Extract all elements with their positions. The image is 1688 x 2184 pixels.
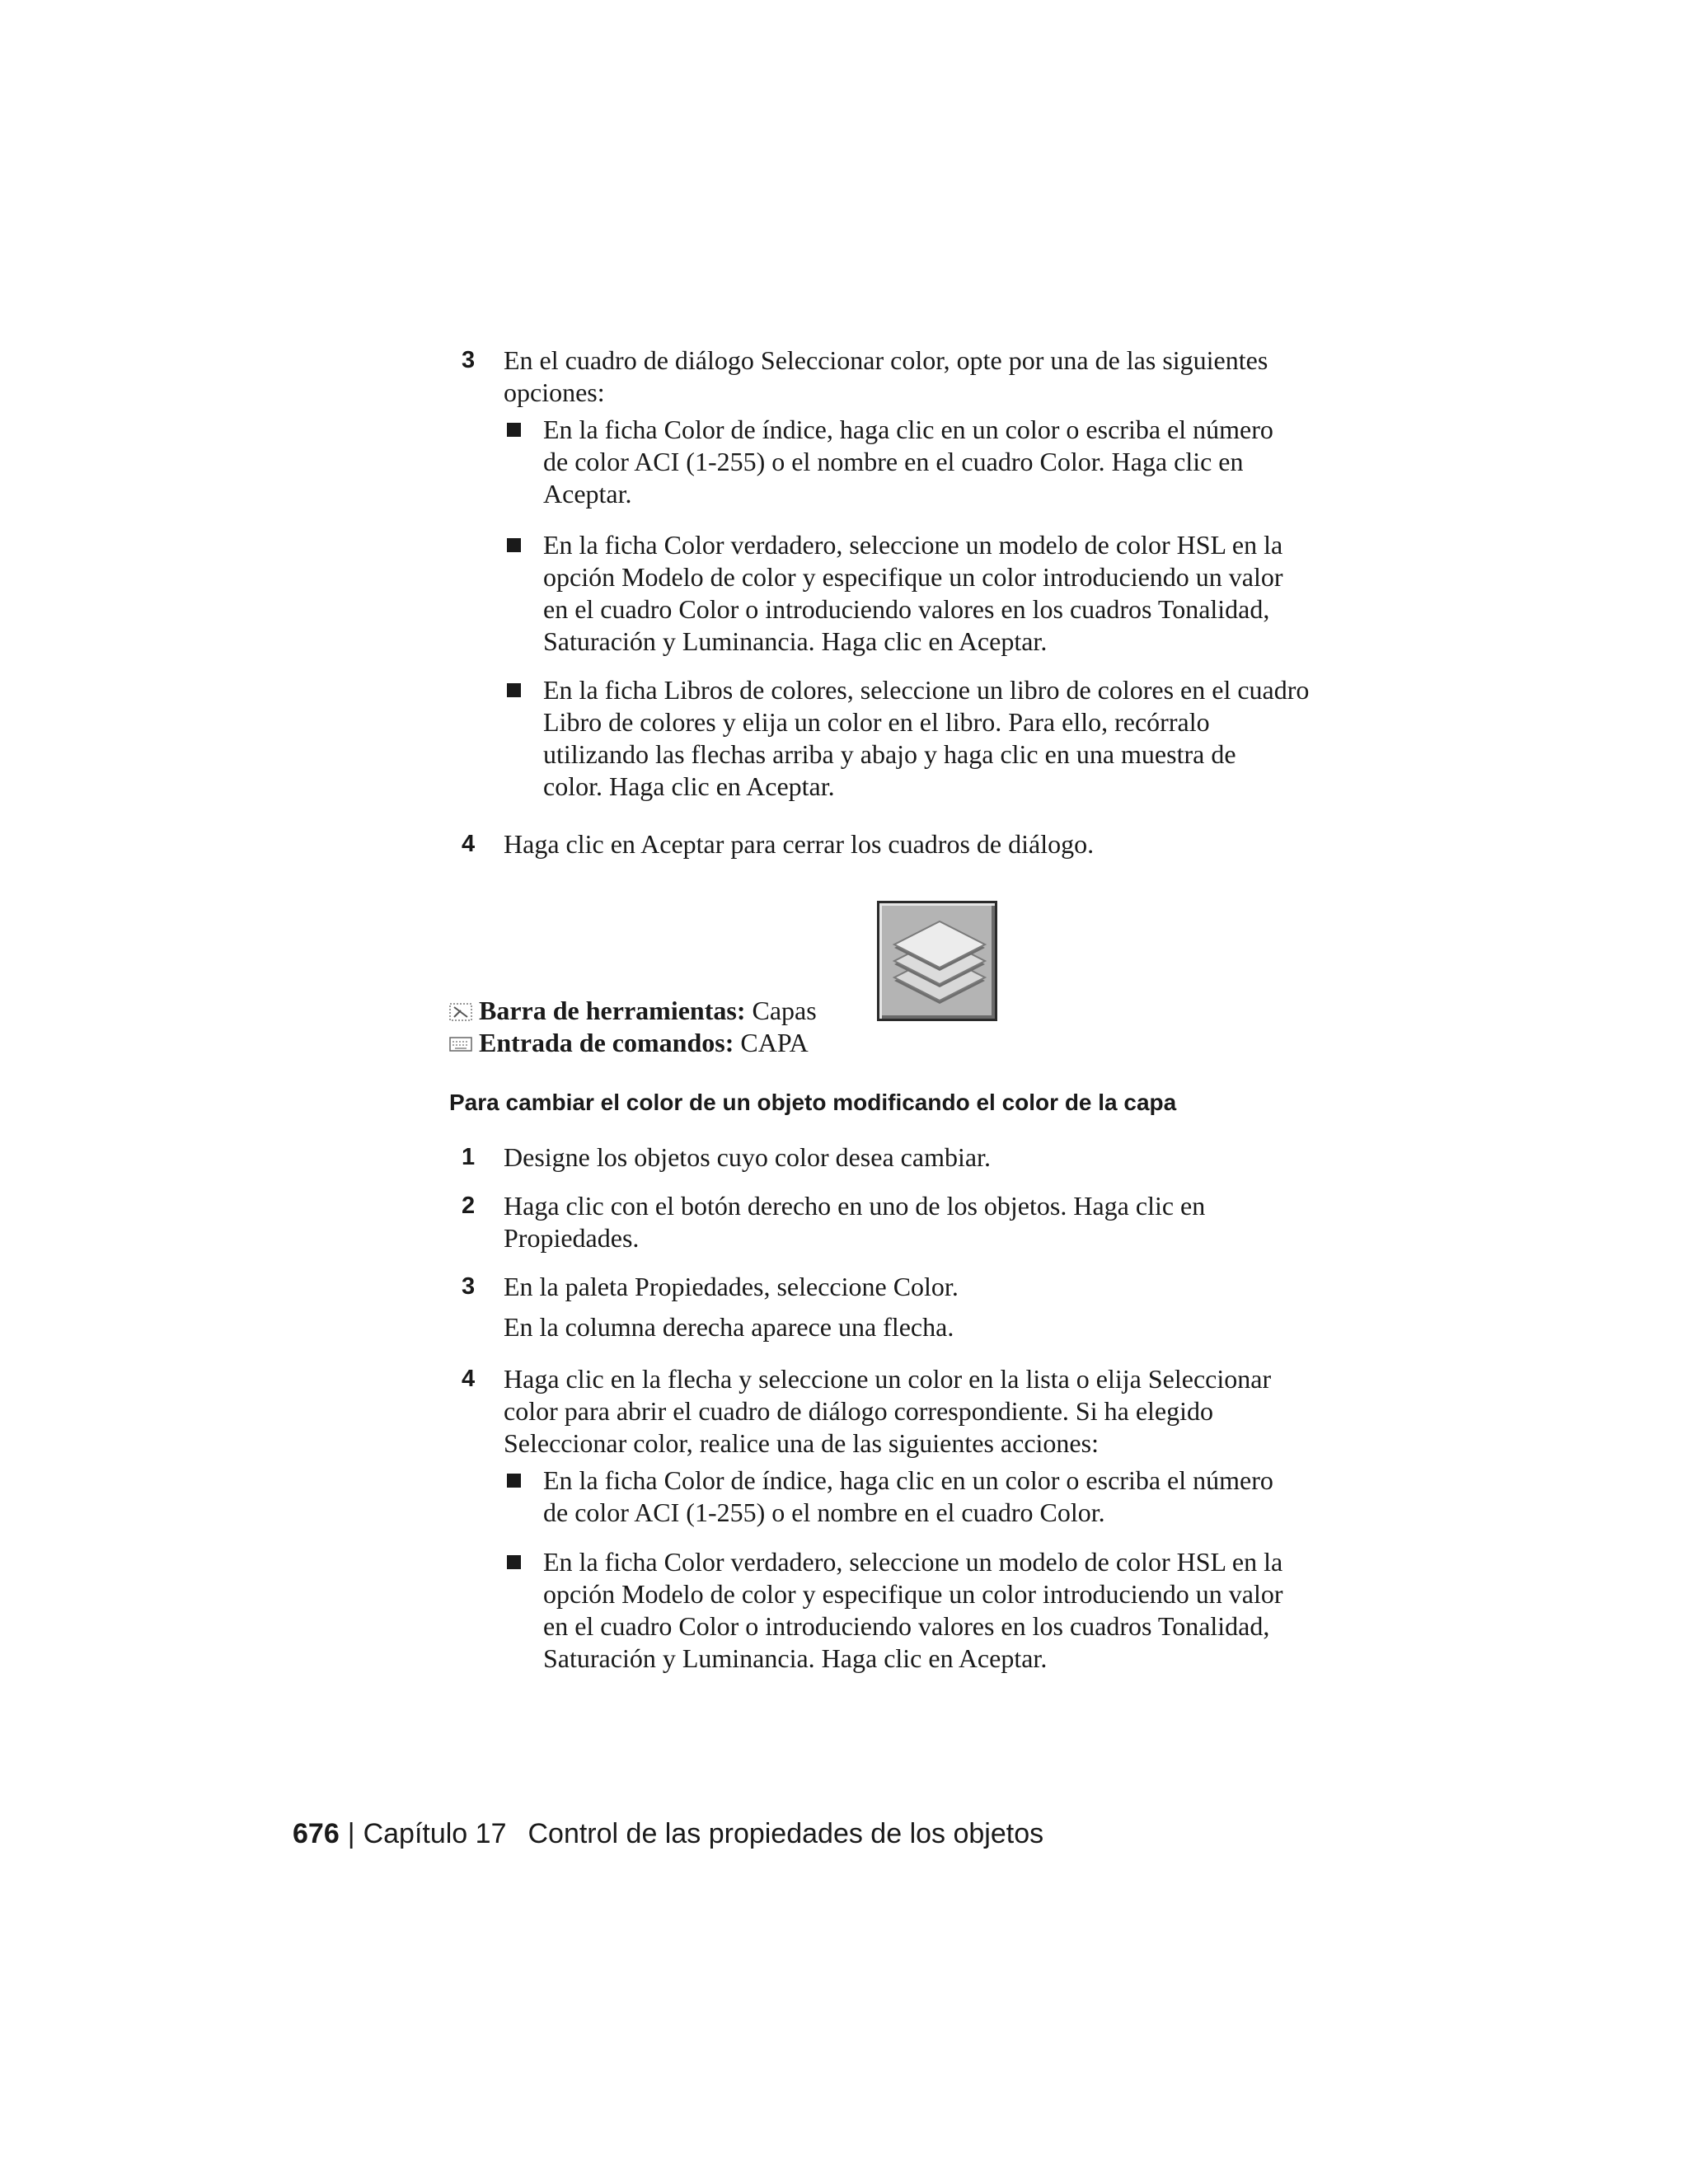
chapter-label: Capítulo 17 <box>363 1818 507 1849</box>
bullet-square-icon <box>507 423 521 437</box>
bullet-text-line: de color ACI (1-255) o el nombre en el cuadro Color. <box>543 1497 1105 1527</box>
bullet-text-line: Aceptar. <box>543 479 632 509</box>
bullet-square-icon <box>507 538 521 552</box>
step-text-line: En el cuadro de diálogo Seleccionar color, opte por una de las siguientes <box>504 345 1268 375</box>
bullet-text-line: color. Haga clic en Aceptar. <box>543 771 835 801</box>
step-text-line: Haga clic en Aceptar para cerrar los cuadros de diálogo. <box>504 829 1095 859</box>
keyboard-icon <box>449 1029 472 1047</box>
bullet-text-line: en el cuadro Color o introduciendo valores en los cuadros Tonalidad, <box>543 1611 1270 1641</box>
command-value: CAPA <box>740 1028 809 1057</box>
bullet-text-line: En la ficha Color verdadero, seleccione un modelo de color HSL en la <box>543 1547 1283 1577</box>
bullet-text-line: En la ficha Color verdadero, seleccione un modelo de color HSL en la <box>543 530 1283 560</box>
bullet-square-icon <box>507 683 521 697</box>
command-label: Entrada de comandos: <box>479 1028 734 1057</box>
bullet-text-line: En la ficha Color de índice, haga clic en un color o escriba el número <box>543 415 1273 444</box>
toolbar-icon <box>449 996 472 1015</box>
step-text-line: opciones: <box>504 377 605 407</box>
chapter-title: Control de las propiedades de los objetos <box>528 1818 1044 1849</box>
bullet-text-line: opción Modelo de color y especifique un color introduciendo un valor <box>543 1579 1283 1609</box>
step-number: 3 <box>462 347 476 373</box>
bullet-square-icon <box>507 1474 521 1488</box>
bullet-text-line: Saturación y Luminancia. Haga clic en Aceptar. <box>543 626 1048 656</box>
bullet-text-line: En la ficha Libros de colores, seleccione un libro de colores en el cuadro <box>543 675 1310 705</box>
command-reference <box>449 1027 809 1059</box>
procedure-heading: Para cambiar el color de un objeto modificando el color de la capa <box>449 1090 1177 1115</box>
bullet-text-line: de color ACI (1-255) o el nombre en el cuadro Color. Haga clic en <box>543 447 1244 476</box>
step-number: 4 <box>462 831 476 857</box>
bullet-text-line: En la ficha Color de índice, haga clic en un color o escriba el número <box>543 1465 1273 1495</box>
toolbar-value: Capas <box>752 996 817 1025</box>
page-footer <box>293 1817 1043 1850</box>
step-result: En la columna derecha aparece una flecha. <box>504 1312 954 1342</box>
page-number: 676 <box>293 1818 340 1849</box>
step-number: 4 <box>462 1366 476 1392</box>
layers-button[interactable] <box>877 901 997 1021</box>
step-text-line: En la paleta Propiedades, seleccione Color. <box>504 1272 959 1301</box>
step-text-line: Haga clic con el botón derecho en uno de los objetos. Haga clic en <box>504 1191 1206 1221</box>
toolbar-label: Barra de herramientas: <box>479 996 746 1025</box>
bullet-text-line: en el cuadro Color o introduciendo valores en los cuadros Tonalidad, <box>543 594 1270 624</box>
bullet-text-line: utilizando las flechas arriba y abajo y haga clic en una muestra de <box>543 739 1236 769</box>
step-text-line: Haga clic en la flecha y seleccione un color en la lista o elija Seleccionar <box>504 1364 1272 1394</box>
step-number: 3 <box>462 1273 476 1300</box>
step-number: 1 <box>462 1144 476 1170</box>
step-text-line: color para abrir el cuadro de diálogo correspondiente. Si ha elegido <box>504 1396 1213 1426</box>
toolbar-reference <box>449 995 817 1027</box>
footer-separator: | <box>347 1818 355 1849</box>
bullet-text-line: Libro de colores y elija un color en el libro. Para ello, recórralo <box>543 707 1210 737</box>
step-text-line: Designe los objetos cuyo color desea cambiar. <box>504 1142 991 1172</box>
bullet-text-line: opción Modelo de color y especifique un color introduciendo un valor <box>543 562 1283 592</box>
step-number: 2 <box>462 1193 476 1219</box>
step-text-line: Propiedades. <box>504 1223 640 1253</box>
bullet-square-icon <box>507 1555 521 1569</box>
step-text-line: Seleccionar color, realice una de las siguientes acciones: <box>504 1428 1099 1458</box>
bullet-text-line: Saturación y Luminancia. Haga clic en Aceptar. <box>543 1643 1048 1673</box>
layers-icon <box>879 903 1000 1024</box>
